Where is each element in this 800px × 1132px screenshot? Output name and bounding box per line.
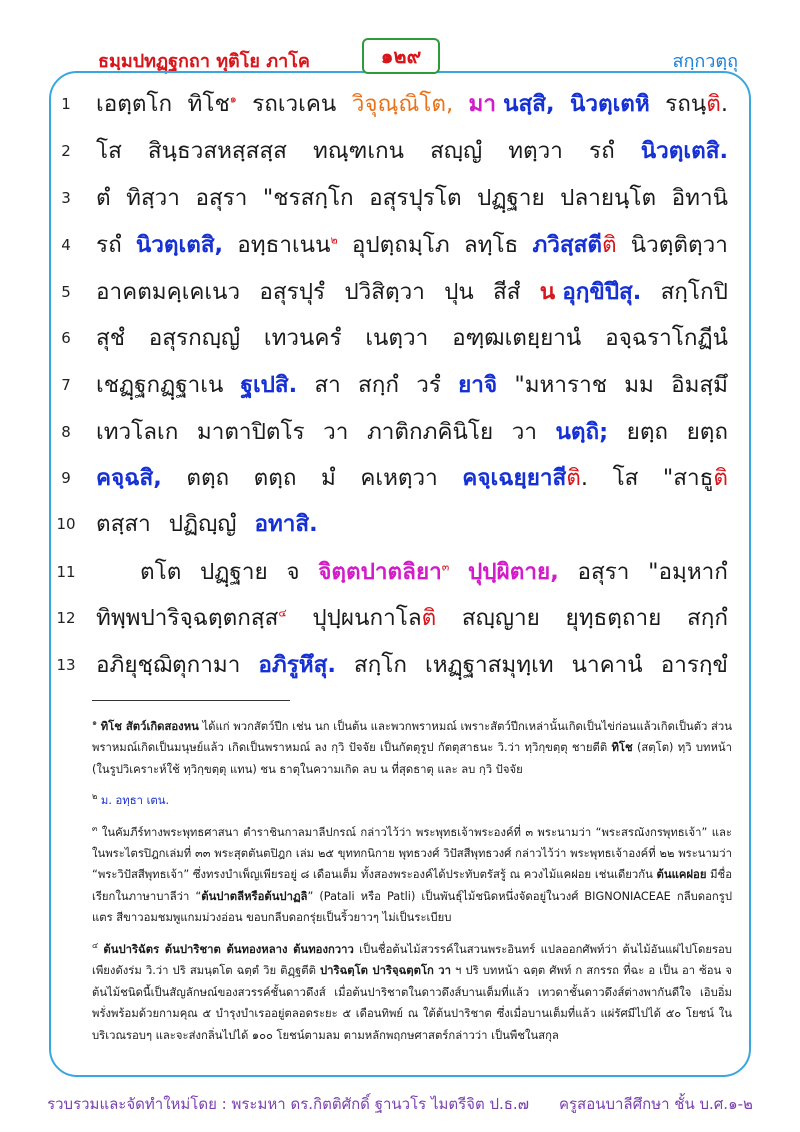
word: นิวตฺเตสิ, bbox=[135, 232, 224, 258]
word: อจฺฉราโกฏีนํ bbox=[605, 325, 728, 351]
word: ปฏฺฐาย bbox=[477, 185, 545, 211]
word: อิทานิ bbox=[671, 185, 728, 211]
word: ยุทฺธตฺถาย bbox=[565, 605, 662, 631]
word: คจฺเฉยฺยาสีติ. bbox=[462, 465, 589, 491]
word: สกฺกํ bbox=[358, 372, 399, 398]
line-number: 5 bbox=[61, 283, 71, 301]
word: อสุรา bbox=[195, 185, 248, 211]
word: วา bbox=[323, 419, 349, 445]
book-title: ธมฺมปทฏฺฐกถา ทุติโย ภาโค bbox=[98, 51, 310, 72]
word: สุชํ bbox=[96, 325, 126, 351]
text-line-7 bbox=[96, 363, 728, 407]
word: สินฺธวสหสฺสสฺส bbox=[147, 138, 287, 164]
word: ทิพฺพปาริจฺฉตฺตกสฺส$^๔$ bbox=[96, 605, 287, 631]
text-line-11 bbox=[140, 550, 728, 594]
page-number-badge bbox=[362, 38, 440, 74]
word: เนตฺวา bbox=[365, 325, 429, 351]
word: อทาสิ. bbox=[254, 511, 318, 537]
word: นาคานํ bbox=[571, 652, 643, 678]
word: อภิยุชฺฌิตุกามา bbox=[96, 652, 241, 678]
footnote-3: $^๓$ ในคัมภีร์ทางพระพุทธศาสนา ตำราชินกาลมาลีปกรณ์ กล่าวไว้ว่า พระพุทธเจ้าพระองค์ที่ ๓ พระนามว่า “พระสรณังกรพุทธเจ้า” และในพระไตรปิฎกเล่มที่ ๓๓ พระสุตตันตปิฎก เล่ม ๒๕ ขุททกนิกาย พุทธวงศ์ วิปัสสีพุทธวงศ์ กล่าวไว้ว่า พระพุทธเจ้าองค์ที่ ๒๒ พระนามว่า “พระวิปัสสีพุทธเจ้า” ซึ่งทรงบำเพ็ญเพียรอยู่ ๘ เดือนเต็ม ทั้งสองพระองค์ได้ประทับตรัสรู้ ณ ควงไม้แคฝอย เช่นเดียวกัน ต้นแคฝอย มีชื่อเรียกในภาษาบาลีว่า “ต้นปาตลีหรือต้นปาฏลิ” (Patali หรือ Patli) เป็นพันธุ์ไม้ชนิดหนึ่งจัดอยู่ในวงศ์ BIGNONIACEAE กลีบดอกรูปแตร สีขาวอมชมพูแกมม่วงอ่อน ขอบกลีบดอกรุ่ยเป็นริ้วยาวๆ ไม่เป็นระเบียบ bbox=[92, 823, 733, 925]
word: ยตฺถ bbox=[626, 419, 669, 445]
word: ลทฺโธ bbox=[463, 232, 519, 258]
word: เชฏฺฐกฏฺฐาเน bbox=[96, 372, 224, 398]
line-number: 11 bbox=[56, 563, 76, 581]
word: รถเวเคน bbox=[252, 91, 337, 117]
word: วา bbox=[511, 419, 537, 445]
word: วิจุณฺณิโต, bbox=[351, 91, 454, 117]
word: ตตฺถ bbox=[253, 465, 297, 491]
word: อุปตฺถมฺโภ bbox=[351, 232, 450, 258]
word: ตโต bbox=[140, 559, 182, 585]
line-number: 6 bbox=[61, 329, 71, 347]
footnote-2: $^๒$ ม. อทฺธา เตน. bbox=[92, 792, 170, 808]
word: ตสฺสา bbox=[96, 511, 151, 537]
line-number: 7 bbox=[61, 376, 71, 394]
line-number: 8 bbox=[61, 423, 71, 441]
line-number: 12 bbox=[56, 609, 76, 627]
word: เทวโลเก bbox=[96, 419, 179, 445]
line-number: 10 bbox=[56, 515, 76, 533]
line-number: 4 bbox=[61, 236, 71, 254]
word: "ชรสกฺโก bbox=[262, 185, 354, 211]
word: ตตฺถ bbox=[186, 465, 230, 491]
word: อสุรา bbox=[577, 559, 630, 585]
section-title: สกฺกวตฺถุ bbox=[672, 51, 738, 72]
word: ภาติกภคินิโย bbox=[366, 419, 494, 445]
text-line-12 bbox=[96, 596, 728, 640]
line-number: 13 bbox=[56, 656, 76, 674]
word: ปฏฺฐาย bbox=[200, 559, 268, 585]
word: คเหตฺวา bbox=[360, 465, 438, 491]
word: เทวนครํ bbox=[263, 325, 342, 351]
line-number: 2 bbox=[61, 142, 71, 160]
text-line-8 bbox=[96, 410, 728, 454]
footnote-1: $^๑$ ทิโช สัตว์เกิดสองหน ได้แก่ พวกสัตว์ปีก เช่น นก เป็นต้น และพวกพราหมณ์ เพราะสัตว์ปีกเหล่านั้นเกิดเป็นไข่ก่อนแล้วเกิดเป็นตัว ส่วนพราหมณ์เกิดเป็นมนุษย์แล้ว เกิดเป็นพราหมณ์ ลง กฺวิ ปัจจัย เป็นกัตตุรูป กัตตุสาธนะ วิ.ว่า ทฺวิกฺขตฺตุ ชายตีติ ทิโช (สตฺโต) ทฺวิ บทหน้า (ในรูปวิเคราะห์ใช้ ทฺวิกฺขตฺตุ แทน) ชน ธาตุในความเกิด ลบ น ที่สุดธาตุ และ ลบ กฺวิ ปัจจัย bbox=[92, 718, 732, 776]
text-line-2 bbox=[96, 129, 728, 173]
word: จิตฺตปาตลิยา$^๓$ bbox=[318, 559, 450, 585]
word: ยาจิ bbox=[458, 372, 498, 398]
text-line-9 bbox=[96, 456, 728, 500]
word: "มหาราช bbox=[514, 372, 607, 398]
footnote-ref[interactable]: ๒ bbox=[330, 233, 338, 247]
word: ปุน bbox=[444, 279, 474, 305]
word: มา นสฺสิ, bbox=[468, 91, 555, 117]
word: สีสํ bbox=[492, 279, 521, 305]
footer-course: ครูสอนบาลีศึกษา ชั้น บ.ศ.๑-๒ bbox=[558, 1095, 753, 1113]
word: อาคตมคฺเคเนว bbox=[96, 279, 241, 305]
word: ตํ bbox=[96, 185, 111, 211]
text-line-5 bbox=[96, 270, 728, 314]
footer-credit: รวบรวมและจัดทำใหม่โดย : พระมหา ดร.กิตติศักดิ์ ฐานวโร ไมตรีจิต ป.ธ.๗ bbox=[47, 1095, 529, 1113]
text-line-10 bbox=[96, 502, 728, 546]
footnote-4: $^๔$ ต้นปาริฉัตร ต้นปาริชาต ต้นทองหลาง ต้นทองกวาว เป็นชื่อต้นไม้สวรรค์ในสวนพระอินทร์ แปลออกศัพท์ว่า ต้นไม้อันแผ่ไปโดยรอบเพียงดังร่ม วิ.ว่า ปริ สมนฺตโต ฉตฺตํ วิย ติฏฺฐตีติ ปาริฉตฺโต ปาริจฺฉตฺตโก วา ฯ ปริ บทหน้า ฉตฺต ศัพท์ ก สกรรถ ที่ฉะ อ เป็น อา ซ้อน จ ต้นไม้ชนิดนี้เป็นสัญลักษณ์ของสวรรค์ชั้นดาวดึงส์ เมื่อต้นปาริชาตในดาวดึงส์บานเต็มที่แล้ว เทวดาชั้นดาวดึงส์ต่างพากันดีใจ เอิบอิ่มพรั่งพร้อมด้วยกามคุณ ๕ บำรุงบำเรออยู่ตลอดระยะ ๕ เดือนทิพย์ ณ ใต้ต้นปาริชาต ซึ่งเมื่อบานเต็มที่แล้ว แผ่รัศมีไปได้ ๕๐ โยชน์ ในบริเวณรอบๆ และจะส่งกลิ่นไปได้ ๑๐๐ โยชน์ตามลม ตามหลักพฤกษศาสตร์กล่าวว่า เป็นพืชในสกุล bbox=[92, 940, 732, 1042]
word: นิวตฺเตสิ. bbox=[640, 138, 728, 164]
word: อฑฺฒเตยฺยานํ bbox=[452, 325, 582, 351]
word: ทิโช$^๑$ bbox=[187, 91, 237, 117]
footnote-ref[interactable]: ๔ bbox=[278, 606, 287, 620]
word: วรํ bbox=[416, 372, 441, 398]
line-number: 3 bbox=[61, 189, 71, 207]
word: รถนฺติ. bbox=[665, 91, 728, 117]
word: เอตฺตโก bbox=[96, 91, 173, 117]
text-line-13 bbox=[96, 643, 728, 687]
word: ยตฺถ bbox=[686, 419, 728, 445]
word: มม bbox=[624, 372, 654, 398]
word: สญฺญาย bbox=[461, 605, 540, 631]
footnote-ref[interactable]: ๓ bbox=[441, 560, 450, 574]
word: อสุรปุรํ bbox=[259, 279, 326, 305]
word: "อมฺหากํ bbox=[648, 559, 728, 585]
word: ทิสฺวา bbox=[126, 185, 180, 211]
text-line-4 bbox=[96, 223, 728, 267]
footnotes bbox=[92, 712, 732, 1052]
word: สญฺญํ bbox=[430, 138, 483, 164]
word: อสุรปุรโต bbox=[369, 185, 462, 211]
word: อิมสฺมึ bbox=[671, 372, 728, 398]
word: รถํ bbox=[96, 232, 122, 258]
word: ฐเปสิ. bbox=[240, 372, 298, 398]
word: นิวตฺเตหิ bbox=[569, 91, 650, 117]
word: ปลายนฺโต bbox=[560, 185, 657, 211]
word: ทตฺวา bbox=[508, 138, 563, 164]
word: ปุปฺผนกาโลติ bbox=[312, 605, 437, 631]
text-line-3 bbox=[96, 176, 728, 220]
word: ปวิสิตฺวา bbox=[344, 279, 425, 305]
word: อภิรูหึสุ. bbox=[258, 652, 336, 678]
word: สกฺโกปิ bbox=[660, 279, 728, 305]
word: โส bbox=[612, 465, 639, 491]
word: นตฺถิ; bbox=[555, 419, 609, 445]
word: สกฺโก bbox=[353, 652, 407, 678]
text-line-6 bbox=[96, 316, 728, 360]
word: น อุกฺขิปึสุ. bbox=[539, 279, 642, 305]
text-line-1 bbox=[96, 82, 728, 126]
page-number: ๑๒๙ bbox=[380, 44, 422, 68]
word: รถํ bbox=[589, 138, 615, 164]
word: เหฏฺฐาสมุทฺเท bbox=[425, 652, 554, 678]
word: สา bbox=[314, 372, 341, 398]
word: คจฺฉสิ, bbox=[96, 465, 162, 491]
line-number: 9 bbox=[61, 469, 71, 487]
line-number: 1 bbox=[61, 95, 71, 113]
word: อทฺธาเนน$^๒$ bbox=[237, 232, 338, 258]
word: ภวิสฺสตีติ bbox=[532, 232, 617, 258]
page-footer bbox=[0, 1092, 800, 1116]
word: นิวตฺติตฺวา bbox=[630, 232, 728, 258]
word: ทณฺฑเกน bbox=[312, 138, 405, 164]
footnote-divider bbox=[92, 700, 290, 701]
word: มาตาปิตโร bbox=[196, 419, 305, 445]
word: มํ bbox=[321, 465, 336, 491]
word: อารกฺขํ bbox=[660, 652, 728, 678]
word: ปุปฺผิตาย, bbox=[468, 559, 559, 585]
word: โส bbox=[96, 138, 122, 164]
word: สกฺกํ bbox=[687, 605, 728, 631]
footnote-ref[interactable]: ๑ bbox=[229, 92, 237, 106]
word: "สาธูติ bbox=[662, 465, 728, 491]
word: อสุรกญฺญํ bbox=[148, 325, 241, 351]
word: จ bbox=[286, 559, 300, 585]
word: ปฏิญฺญํ bbox=[168, 511, 237, 537]
